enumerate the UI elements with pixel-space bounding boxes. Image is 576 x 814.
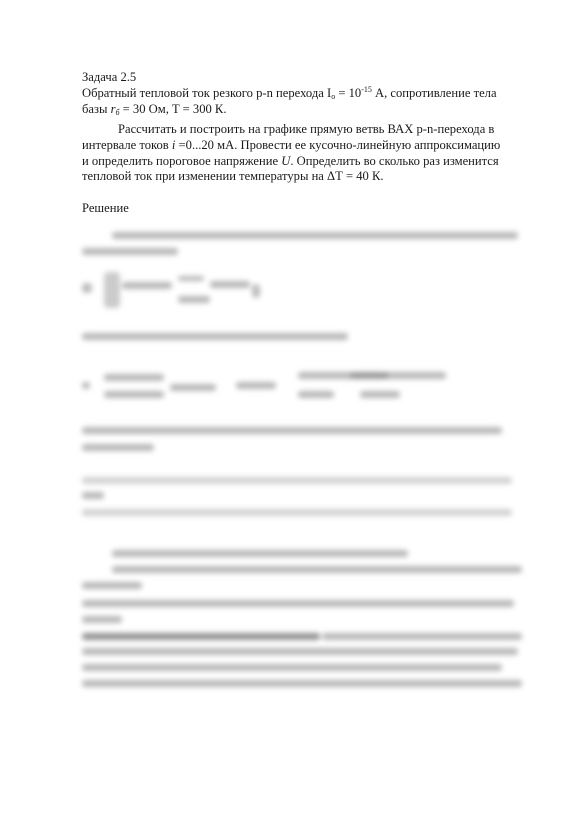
task-line-1: Обратный тепловой ток резкого p-n перехода $I_o = 10^{-15}$ А, сопротивление тела	[82, 85, 497, 101]
solution-heading: Решение	[82, 201, 129, 215]
task-title: Задача 2.5	[82, 70, 137, 84]
task-line-4: интервале токов i =0...20 мА. Провести ее кусочно-линейную аппроксимацию	[82, 138, 501, 152]
task-line-6: тепловой ток при изменении температуры на ΔТ = 40 К.	[82, 169, 384, 183]
task-line-3: Рассчитать и построить на графике прямую ветвь ВАХ p-n-перехода в	[118, 122, 495, 136]
task-line-2: базы $r_б = 30$ Ом, T = 300 К.	[82, 102, 227, 117]
task-line-5: и определить пороговое напряжение U. Определить во сколько раз изменится	[82, 154, 499, 168]
